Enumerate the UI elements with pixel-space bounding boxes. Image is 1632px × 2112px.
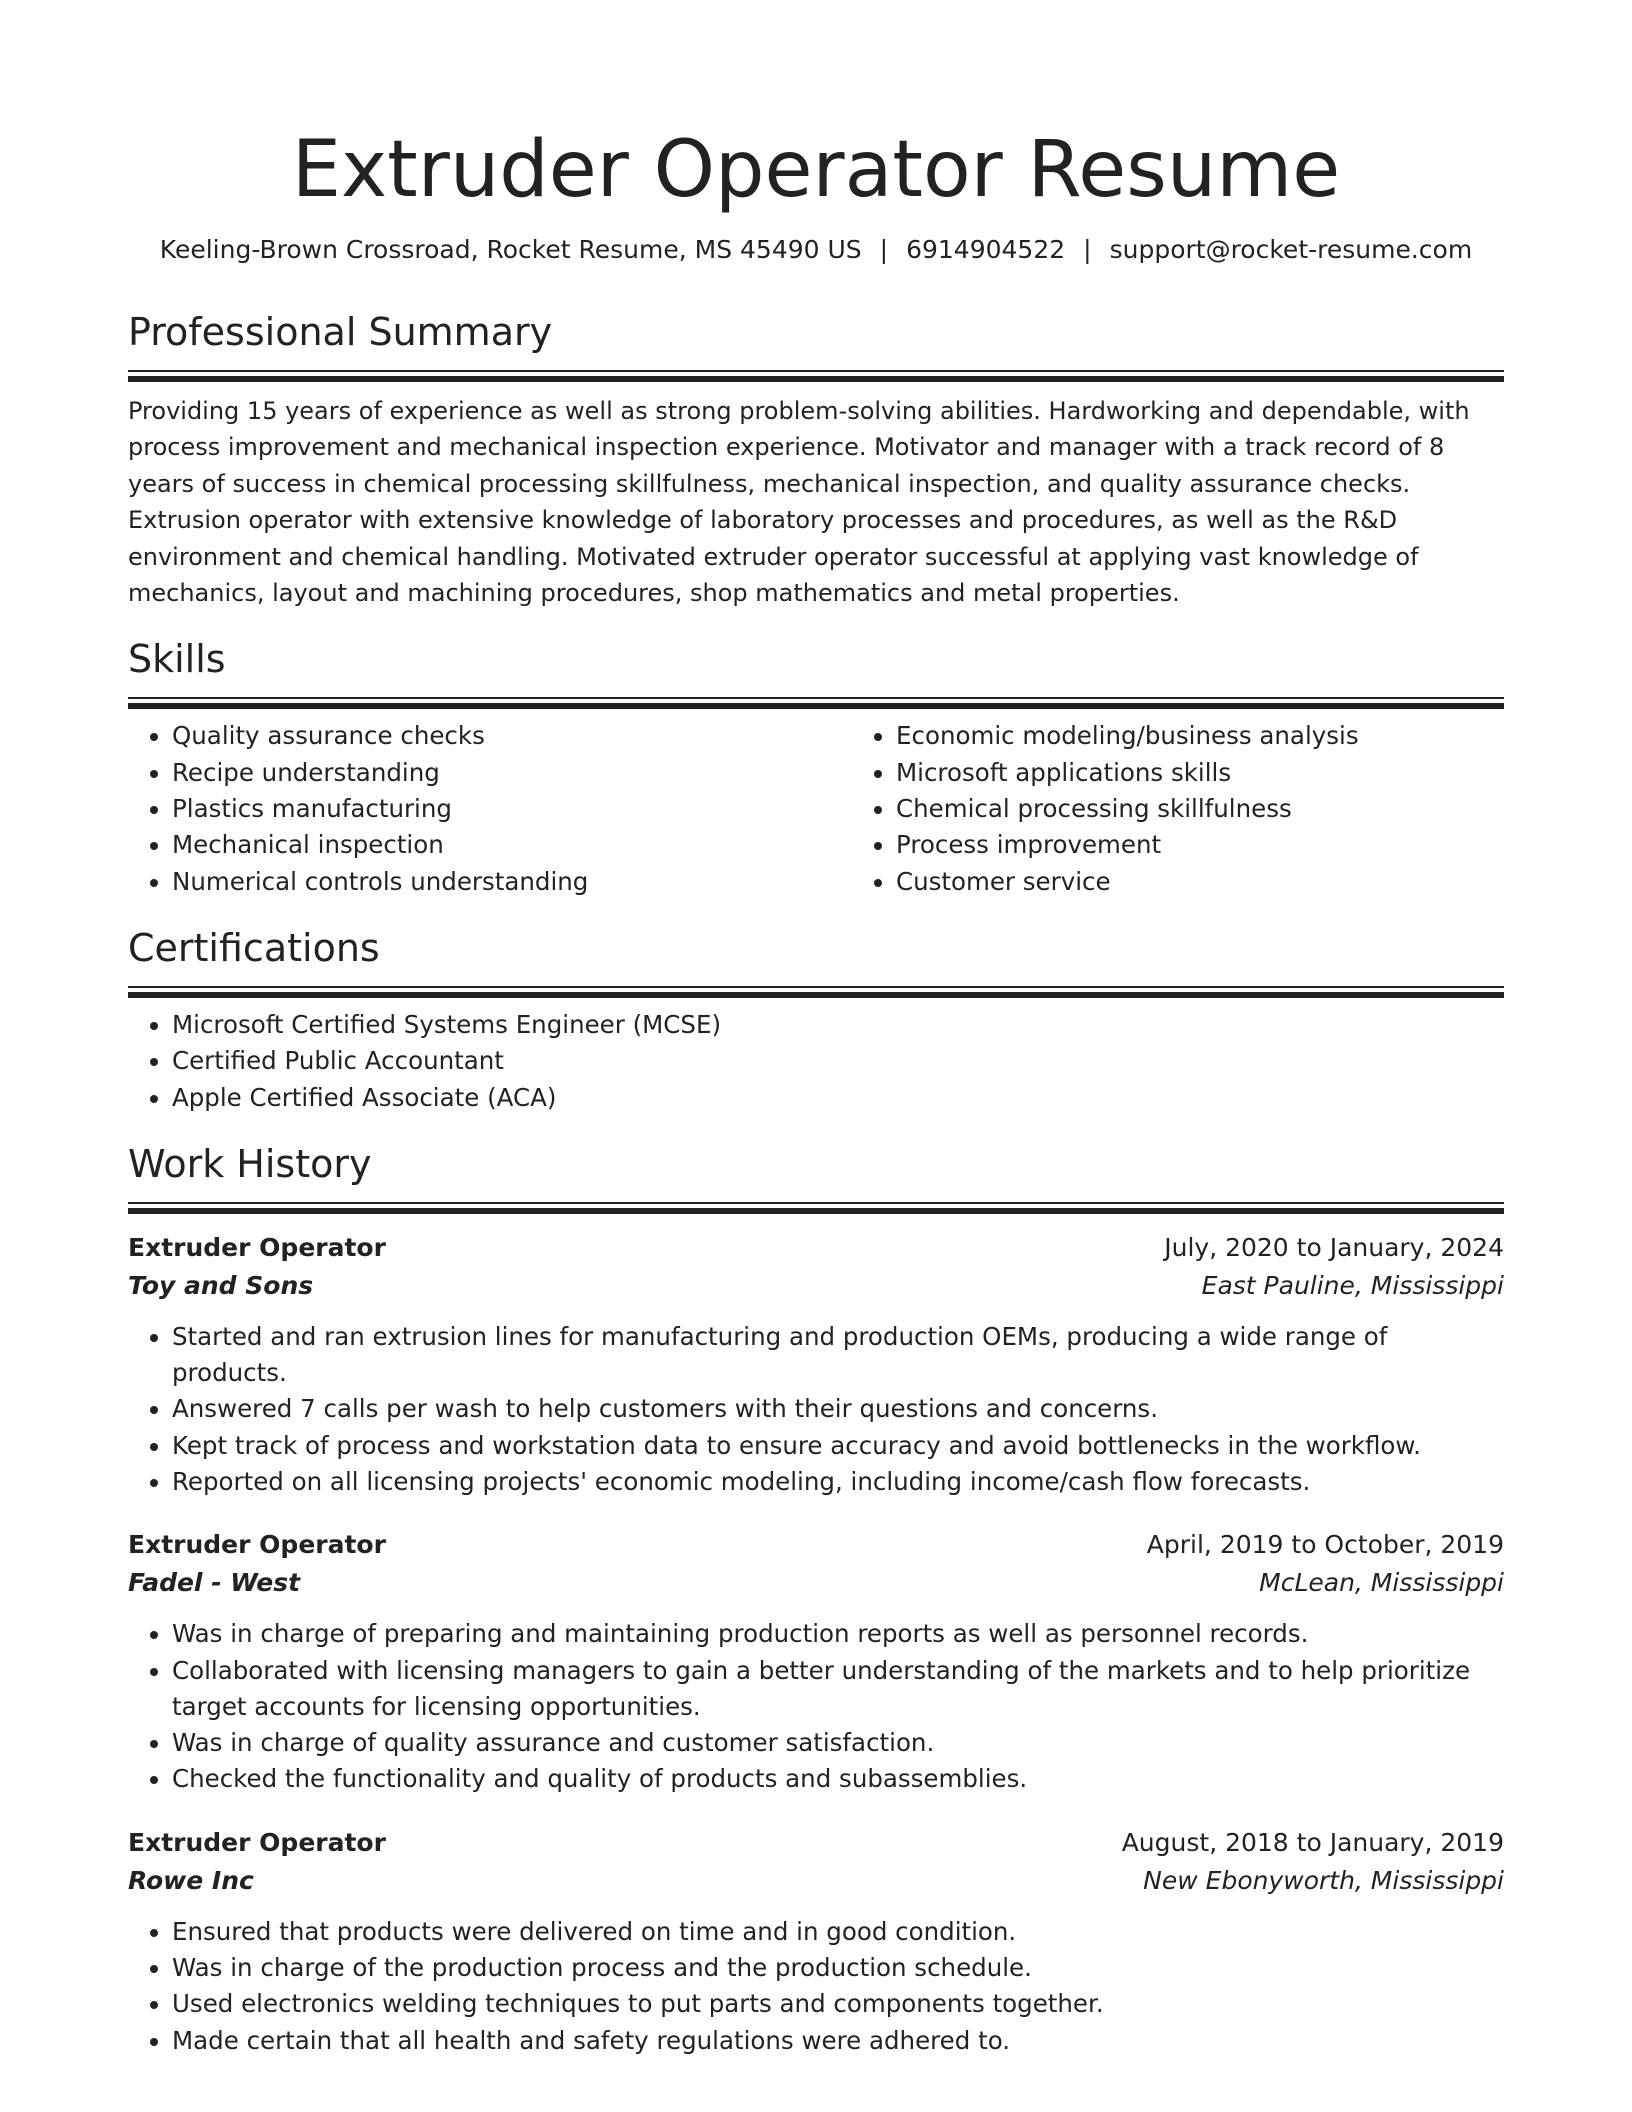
section-heading-skills: Skills bbox=[128, 637, 226, 682]
skills-columns bbox=[128, 708, 1504, 899]
skill-item: • Numerical controls understanding bbox=[172, 864, 852, 900]
certification-item: • Certified Public Accountant bbox=[172, 1043, 1504, 1079]
contact-line bbox=[128, 232, 1504, 268]
job-entry bbox=[128, 1229, 1504, 1500]
contact-email[interactable]: support@rocket-resume.com bbox=[1109, 235, 1473, 264]
section-divider bbox=[128, 986, 1504, 997]
work-history-section bbox=[128, 1140, 1504, 2059]
skill-item: • Chemical processing skillfulness bbox=[896, 791, 1576, 827]
job-title: Extruder Operator bbox=[128, 1232, 386, 1262]
contact-separator: | bbox=[879, 235, 889, 264]
job-bullet: • Answered 7 calls per wash to help customers with their questions and concerns. bbox=[172, 1391, 1504, 1427]
job-bullet: • Was in charge of preparing and maintaining production reports as well as personnel records. bbox=[172, 1616, 1504, 1652]
job-bullet: • Checked the functionality and quality of products and subassemblies. bbox=[172, 1761, 1504, 1797]
job-entry bbox=[128, 1824, 1504, 2059]
certifications-section bbox=[128, 924, 1504, 1116]
job-entry bbox=[128, 1526, 1504, 1797]
job-location: New Ebonyworth, Mississippi bbox=[1143, 1865, 1504, 1895]
skill-item: • Economic modeling/business analysis bbox=[896, 718, 1576, 754]
certification-item: • Apple Certified Associate (ACA) bbox=[172, 1080, 1504, 1116]
job-company: Toy and Sons bbox=[128, 1270, 314, 1300]
job-bullets bbox=[128, 1319, 1504, 1500]
section-heading-certifications: Certifications bbox=[128, 925, 380, 970]
skills-list-left bbox=[128, 718, 852, 899]
job-company-row bbox=[128, 1564, 1504, 1602]
contact-phone: 6914904522 bbox=[906, 235, 1066, 264]
job-bullet: • Reported on all licensing projects' economic modeling, including income/cash flow forecasts. bbox=[172, 1464, 1504, 1500]
certifications-list bbox=[128, 1007, 1504, 1116]
resume-page bbox=[128, 0, 1504, 2059]
summary-text: Providing 15 years of experience as well as strong problem-solving abilities. Hardworking and dependable, with process improvement and mechanical inspection experience. Motivator and manager with a track record of 8 years of success in chemical processing skillfulness, mechanical inspection, and quality assurance checks. Extrusion operator with extensive knowledge of laboratory processes and procedures, as well as the R&D environment and chemical handling. Motivated extruder operator successful at applying vast knowledge of mechanics, layout and machining procedures, shop mathematics and metal properties. bbox=[128, 397, 1470, 608]
skill-item: • Process improvement bbox=[896, 827, 1576, 863]
certification-item: • Microsoft Certified Systems Engineer (MCSE) bbox=[172, 1007, 1504, 1043]
job-bullet: • Started and ran extrusion lines for manufacturing and production OEMs, producing a wide range of products. bbox=[172, 1319, 1504, 1392]
job-bullets bbox=[128, 1914, 1504, 2059]
skill-item: • Mechanical inspection bbox=[172, 827, 852, 863]
job-location: East Pauline, Mississippi bbox=[1201, 1270, 1504, 1300]
job-dates: April, 2019 to October, 2019 bbox=[1146, 1530, 1504, 1560]
skill-item: • Plastics manufacturing bbox=[172, 791, 852, 827]
summary-section bbox=[128, 308, 1504, 611]
job-title: Extruder Operator bbox=[128, 1827, 386, 1857]
job-company: Fadel - West bbox=[128, 1568, 301, 1598]
resume-title: Extruder Operator Resume bbox=[291, 125, 1341, 215]
job-title: Extruder Operator bbox=[128, 1530, 386, 1560]
section-heading-summary: Professional Summary bbox=[128, 310, 553, 354]
section-heading-work-history: Work History bbox=[128, 1141, 372, 1186]
job-bullets bbox=[128, 1616, 1504, 1797]
skills-list-right bbox=[852, 718, 1576, 899]
job-bullet: • Kept track of process and workstation data to ensure accuracy and avoid bottlenecks in the workflow. bbox=[172, 1428, 1504, 1464]
job-bullet: • Made certain that all health and safety regulations were adhered to. bbox=[172, 2023, 1504, 2059]
section-divider bbox=[128, 697, 1504, 708]
job-bullet: • Ensured that products were delivered on time and in good condition. bbox=[172, 1914, 1504, 1950]
job-dates: August, 2018 to January, 2019 bbox=[1121, 1827, 1504, 1857]
skill-item: • Quality assurance checks bbox=[172, 718, 852, 754]
job-bullet: • Was in charge of the production process and the production schedule. bbox=[172, 1950, 1504, 1986]
skill-item: • Microsoft applications skills bbox=[896, 755, 1576, 791]
contact-separator: | bbox=[1083, 235, 1092, 264]
job-bullet: • Used electronics welding techniques to put parts and components together. bbox=[172, 1986, 1504, 2022]
job-title-row bbox=[128, 1824, 1504, 1862]
skills-section bbox=[128, 635, 1504, 899]
job-title-row bbox=[128, 1229, 1504, 1267]
job-company-row bbox=[128, 1267, 1504, 1305]
skill-item: • Customer service bbox=[896, 864, 1576, 900]
job-location: McLean, Mississippi bbox=[1259, 1568, 1504, 1598]
job-title-row bbox=[128, 1526, 1504, 1564]
section-divider bbox=[128, 1202, 1504, 1213]
contact-address: Keeling-Brown Crossroad, Rocket Resume, MS 45490 US bbox=[159, 235, 862, 264]
job-dates: July, 2020 to January, 2024 bbox=[1164, 1232, 1504, 1262]
job-company-row bbox=[128, 1862, 1504, 1900]
skill-item: • Recipe understanding bbox=[172, 755, 852, 791]
job-bullet: • Was in charge of quality assurance and customer satisfaction. bbox=[172, 1725, 1504, 1761]
section-divider bbox=[128, 370, 1504, 381]
job-bullet: • Collaborated with licensing managers to gain a better understanding of the markets and to help prioritize target accounts for licensing opportunities. bbox=[172, 1653, 1504, 1726]
job-company: Rowe Inc bbox=[128, 1865, 254, 1895]
